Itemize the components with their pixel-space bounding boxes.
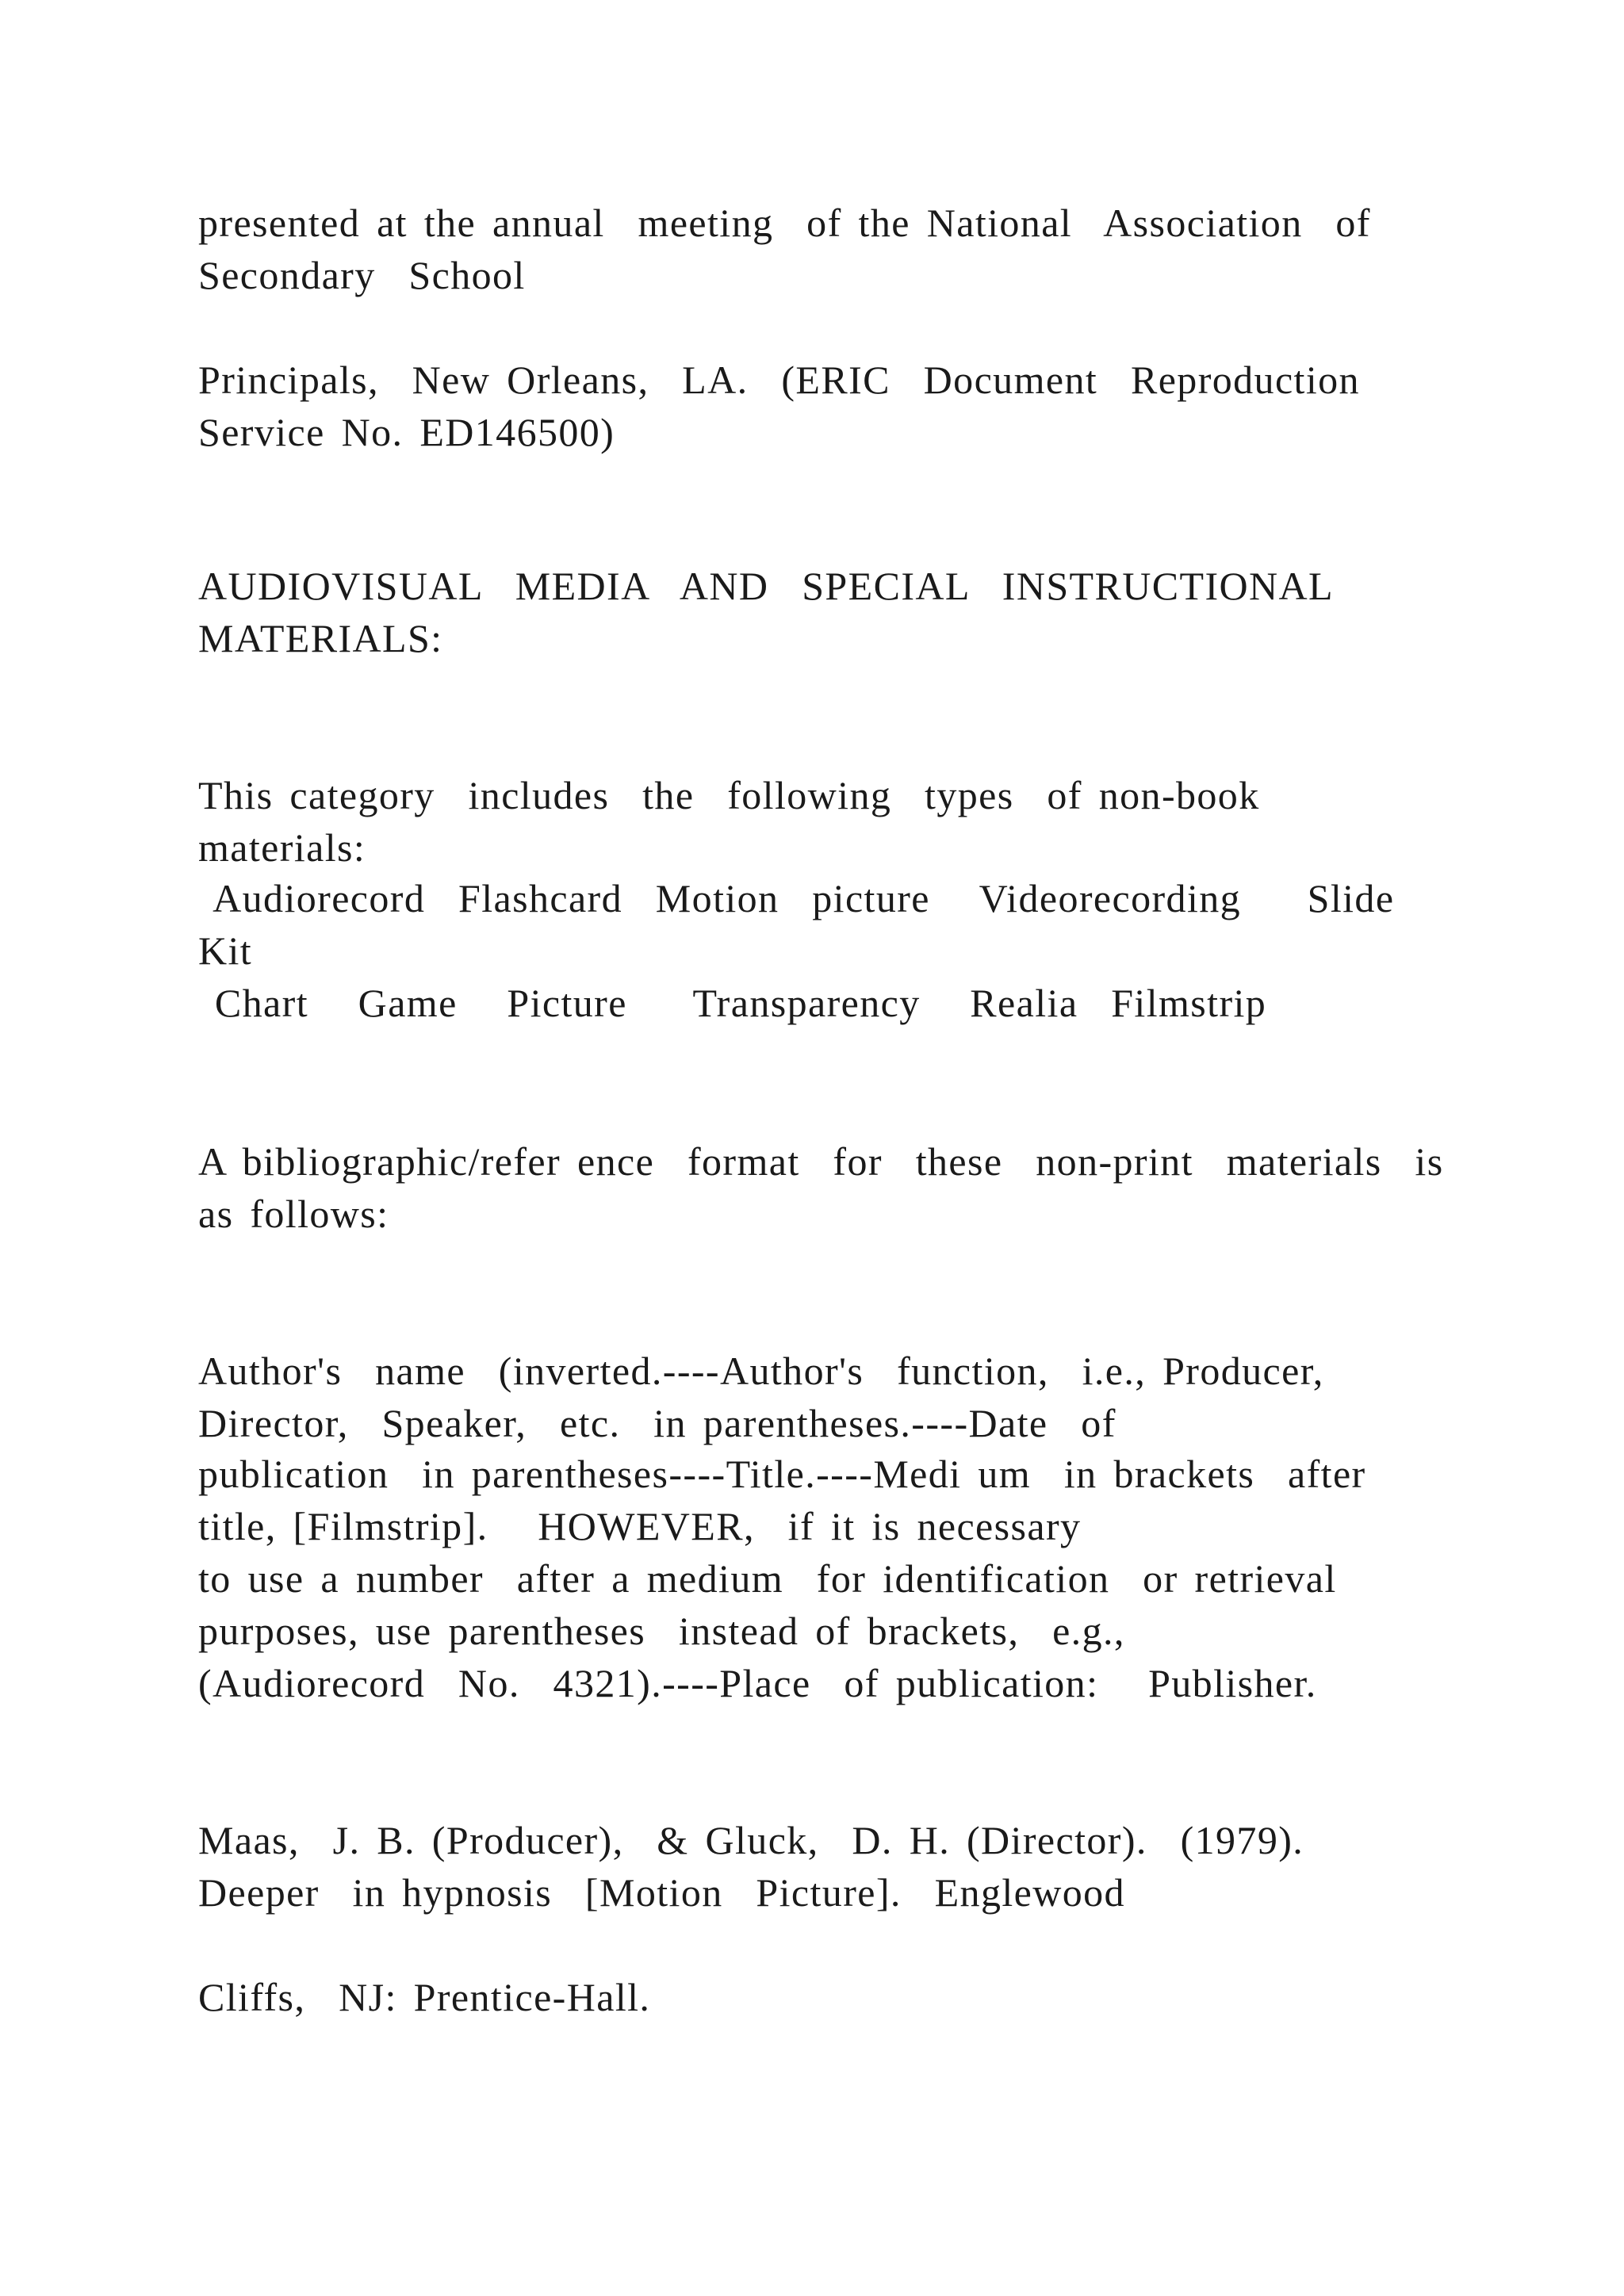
heading-line: AUDIOVISUAL MEDIA AND SPECIAL INSTRUCTIONAL bbox=[198, 564, 1334, 608]
text-line: Director, Speaker, etc. in parentheses.----Date of bbox=[198, 1401, 1116, 1445]
text-line: Author's name (inverted.----Author's function, i.e., Producer, bbox=[198, 1349, 1324, 1393]
text-line: Maas, J. B. (Producer), & Gluck, D. H. (Director). (1979). bbox=[198, 1818, 1304, 1862]
text-line: title, [Filmstrip]. HOWEVER, if it is necessary bbox=[198, 1504, 1082, 1548]
text-line: (Audiorecord No. 4321).----Place of publication: Publisher. bbox=[198, 1661, 1317, 1705]
text-line: This category includes the following types of non-book bbox=[198, 773, 1260, 817]
text-line: materials: bbox=[198, 825, 366, 870]
media-types-line: Audiorecord Flashcard Motion picture Videorecording Slide bbox=[198, 876, 1395, 920]
media-types-line: Kit bbox=[198, 928, 253, 973]
text-line: to use a number after a medium for identification or retrieval bbox=[198, 1556, 1337, 1601]
text-line: Deeper in hypnosis [Motion Picture]. Englewood bbox=[198, 1870, 1125, 1915]
text-line: A bibliographic/refer ence format for these non-print materials is bbox=[198, 1139, 1444, 1184]
text-line: Principals, New Orleans, LA. (ERIC Document Reproduction bbox=[198, 358, 1360, 402]
text-line: presented at the annual meeting of the National Association of bbox=[198, 201, 1371, 245]
text-line: publication in parentheses----Title.----Medi um in brackets after bbox=[198, 1452, 1366, 1496]
text-line: Cliffs, NJ: Prentice-Hall. bbox=[198, 1975, 651, 2019]
text-line: Secondary School bbox=[198, 253, 526, 297]
media-types-line: Chart Game Picture Transparency Realia Filmstrip bbox=[198, 981, 1267, 1025]
text-line: purposes, use parentheses instead of brackets, e.g., bbox=[198, 1609, 1125, 1653]
text-line: as follows: bbox=[198, 1192, 389, 1236]
heading-line: MATERIALS: bbox=[198, 616, 443, 660]
text-line: Service No. ED146500) bbox=[198, 410, 615, 454]
